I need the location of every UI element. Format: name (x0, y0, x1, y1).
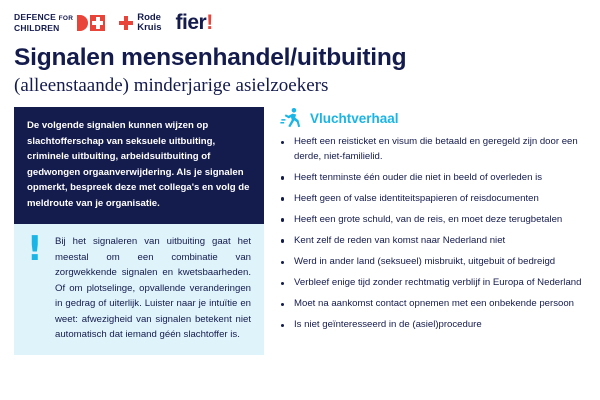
exclamation-icon: ! (27, 229, 43, 269)
page-title: Signalen mensenhandel/uitbuiting (14, 44, 407, 71)
intro-panel (14, 107, 264, 224)
dfc-plus-icon (90, 15, 105, 31)
dfc-line1: DEFENCE (14, 12, 57, 22)
dfc-shield-icon (77, 15, 88, 31)
signals-list (280, 135, 586, 333)
rode-kruis-wordmark (137, 13, 161, 34)
section-header (280, 107, 586, 129)
logo-defence-for-children (14, 13, 105, 33)
list-item: Moet na aankomst contact opnemen met een onbekende persoon (280, 297, 586, 312)
left-column (14, 107, 264, 355)
list-item: Kent zelf de reden van komst naar Nederland niet (280, 234, 586, 249)
note-panel (14, 224, 264, 355)
list-item: Heeft een grote schuld, van de reis, en moet deze terugbetalen (280, 213, 586, 228)
rk-line2: Kruis (137, 22, 162, 33)
logo-rode-kruis (119, 13, 161, 34)
list-item: Heeft een reisticket en visum die betaald en geregeld zijn door een derde, niet-familielid. (280, 135, 586, 164)
running-person-icon (280, 107, 302, 129)
list-item: Is niet geïnteresseerd in de (asiel)procedure (280, 318, 586, 333)
logo-fier (176, 11, 216, 35)
list-item: Heeft tenminste één ouder die niet in beeld of overleden is (280, 171, 586, 186)
content-columns (14, 107, 586, 355)
logo-bar (14, 8, 586, 38)
rk-line1: Rode (137, 11, 161, 23)
dfc-line2: CHILDREN (14, 22, 60, 33)
dfc-line1b: FOR (58, 15, 74, 22)
intro-panel-text: De volgende signalen kunnen wijzen op slachtofferschap van seksuele uitbuiting, criminele uitbuiting, arbeidsuitbuiting of gedwongen orgaanverwijdering. Als je signalen opmerkt, bespreek deze met collega's en volg de meldroute van je organisatie. (27, 120, 250, 209)
page-subtitle: (alleenstaande) minderjarige asielzoekers (14, 75, 329, 96)
list-item: Verbleef enige tijd zonder rechtmatig verblijf in Europa of Nederland (280, 276, 586, 291)
fier-wordmark: fier (175, 11, 207, 34)
dfc-wordmark (14, 13, 73, 33)
list-item: Werd in ander land (seksueel) misbruikt, uitgebuit of bedreigd (280, 255, 586, 270)
dfc-mark (77, 15, 105, 31)
fier-exclamation-icon: ! (206, 11, 213, 34)
list-item: Heeft geen of valse identiteitspapieren of reisdocumenten (280, 192, 586, 207)
right-column (280, 107, 586, 355)
section-title: Vluchtverhaal (310, 110, 399, 126)
red-cross-icon (119, 16, 133, 30)
note-panel-text: Bij het signaleren van uitbuiting gaat het meestal om een combinatie van zorgwekkende signalen en kwetsbaarheden. Of om plotselinge, opvallende veranderingen in gedrag of uiterlijk. Luister naar je intuïtie en weet: afwezigheid van signalen betekent niet automatisch dat iemand géén slachtoffer is. (55, 236, 251, 340)
